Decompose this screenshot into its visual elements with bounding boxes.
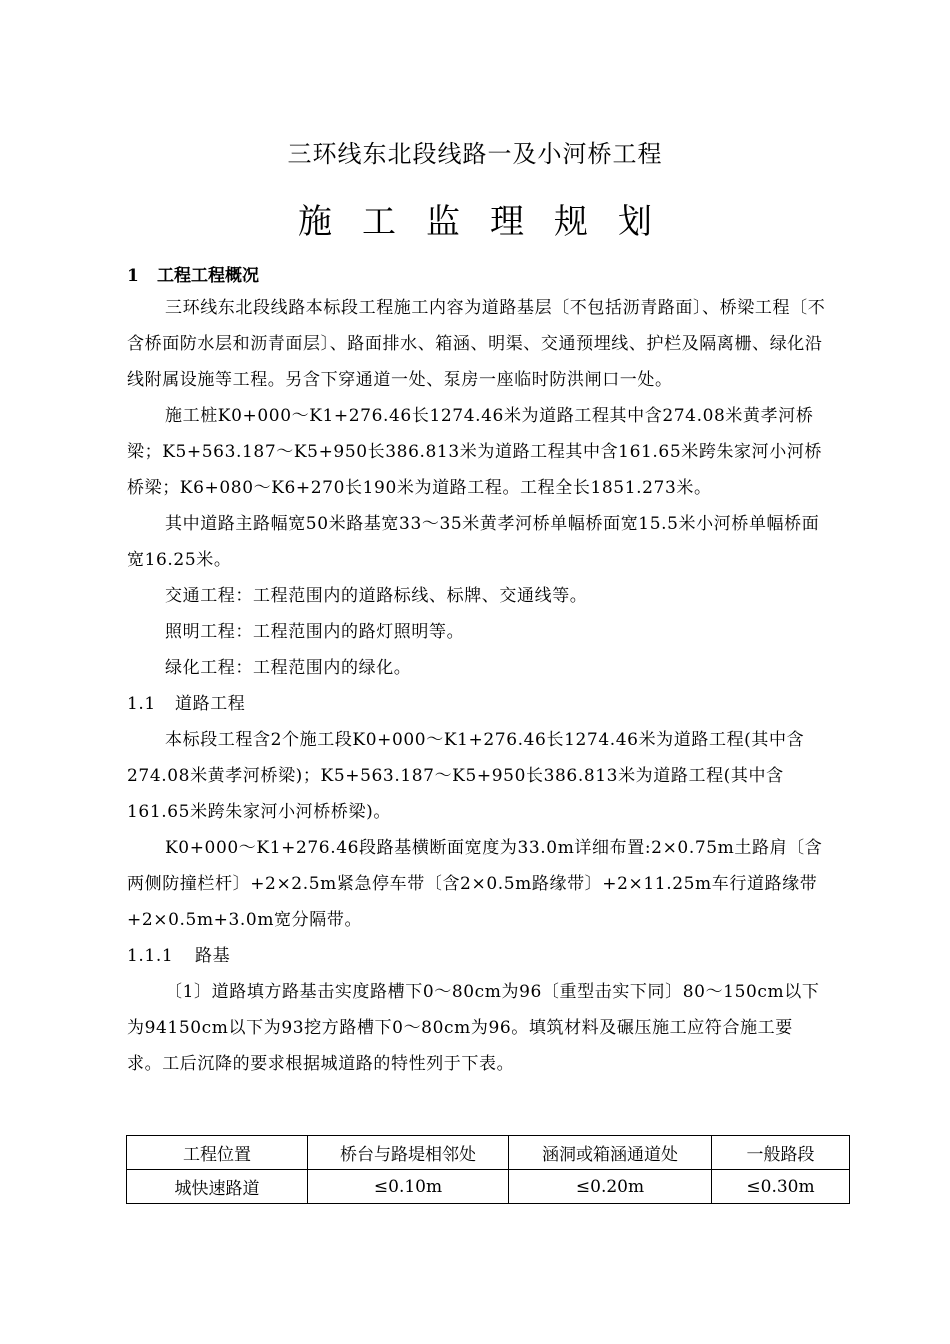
table-header-cell: 涵洞或箱涵通道处 — [509, 1136, 712, 1170]
paragraph: 绿化工程：工程范围内的绿化。 — [165, 658, 412, 678]
section-1-heading — [127, 261, 259, 286]
document-title: 三环线东北段线路一及小河桥工程 — [287, 140, 663, 168]
paragraph: K0+000～K1+276.46段路基横断面宽度为33.0m详细布置:2×0.75m土路肩〔含两侧防撞栏杆〕+2×2.5m紧急停车带〔含2×0.5m路缘带〕+2×11.25m车行道路缘带+2×0.5m+3.0m宽分隔带。 — [127, 838, 823, 930]
table-cell: ≤0.30m — [712, 1170, 850, 1204]
section-title: 工程工程概况 — [157, 266, 259, 286]
paragraph: 〔1〕道路填方路基击实度路槽下0～80cm为96〔重型击实下同〕80～150cm以下为94150cm以下为93挖方路槽下0～80cm为96。填筑材料及碾压施工应符合施工要求。工后沉降的要求根据城道路的特性列于下表。 — [127, 982, 820, 1074]
section-1-1-heading — [127, 686, 827, 722]
table-row — [127, 1170, 850, 1204]
section-number: 1 — [127, 266, 139, 286]
document-subtitle: 施工监理规划 — [298, 202, 682, 242]
paragraph: 本标段工程含2个施工段K0+000～K1+276.46长1274.46米为道路工程(其中含274.08米黄孝河桥梁)；K5+563.187～K5+950长386.813米为道路工程(其中含161.65米跨朱家河小河桥桥梁)。 — [127, 730, 805, 822]
paragraph: 三环线东北段线路本标段工程施工内容为道路基层〔不包括沥青路面〕、桥梁工程〔不含桥面防水层和沥青面层〕、路面排水、箱涵、明渠、交通预埋线、护栏及隔离栅、绿化沿线附属设施等工程。另含下穿通道一处、泵房一座临时防洪闸口一处。 — [127, 298, 826, 390]
paragraph: 照明工程：工程范围内的路灯照明等。 — [165, 622, 465, 642]
paragraph: 交通工程：工程范围内的道路标线、标牌、交通线等。 — [165, 586, 588, 606]
table-header-cell: 工程位置 — [127, 1136, 308, 1170]
section-title: 道路工程 — [175, 694, 246, 714]
section-number: 1.1.1 — [127, 946, 174, 966]
table-cell: 城快速路道 — [127, 1170, 308, 1204]
document-body — [127, 290, 827, 1082]
paragraph: 施工桩K0+000～K1+276.46长1274.46米为道路工程其中含274.08米黄孝河桥梁；K5+563.187～K5+950长386.813米为道路工程其中含161.65米跨朱家河小河桥桥梁；K6+080～K6+270长190米为道路工程。工程全长1851.273米。 — [127, 406, 823, 498]
table-cell: ≤0.20m — [509, 1170, 712, 1204]
table-cell: ≤0.10m — [308, 1170, 509, 1204]
table-header-cell: 桥台与路堤相邻处 — [308, 1136, 509, 1170]
table-header-row — [127, 1136, 850, 1170]
paragraph: 其中道路主路幅宽50米路基宽33～35米黄孝河桥单幅桥面宽15.5米小河桥单幅桥面宽16.25米。 — [127, 514, 820, 570]
section-title: 路基 — [195, 946, 231, 966]
settlement-table — [126, 1135, 850, 1204]
table-header-cell: 一般路段 — [712, 1136, 850, 1170]
section-number: 1.1 — [127, 694, 156, 714]
section-1-1-1-heading — [127, 938, 827, 974]
